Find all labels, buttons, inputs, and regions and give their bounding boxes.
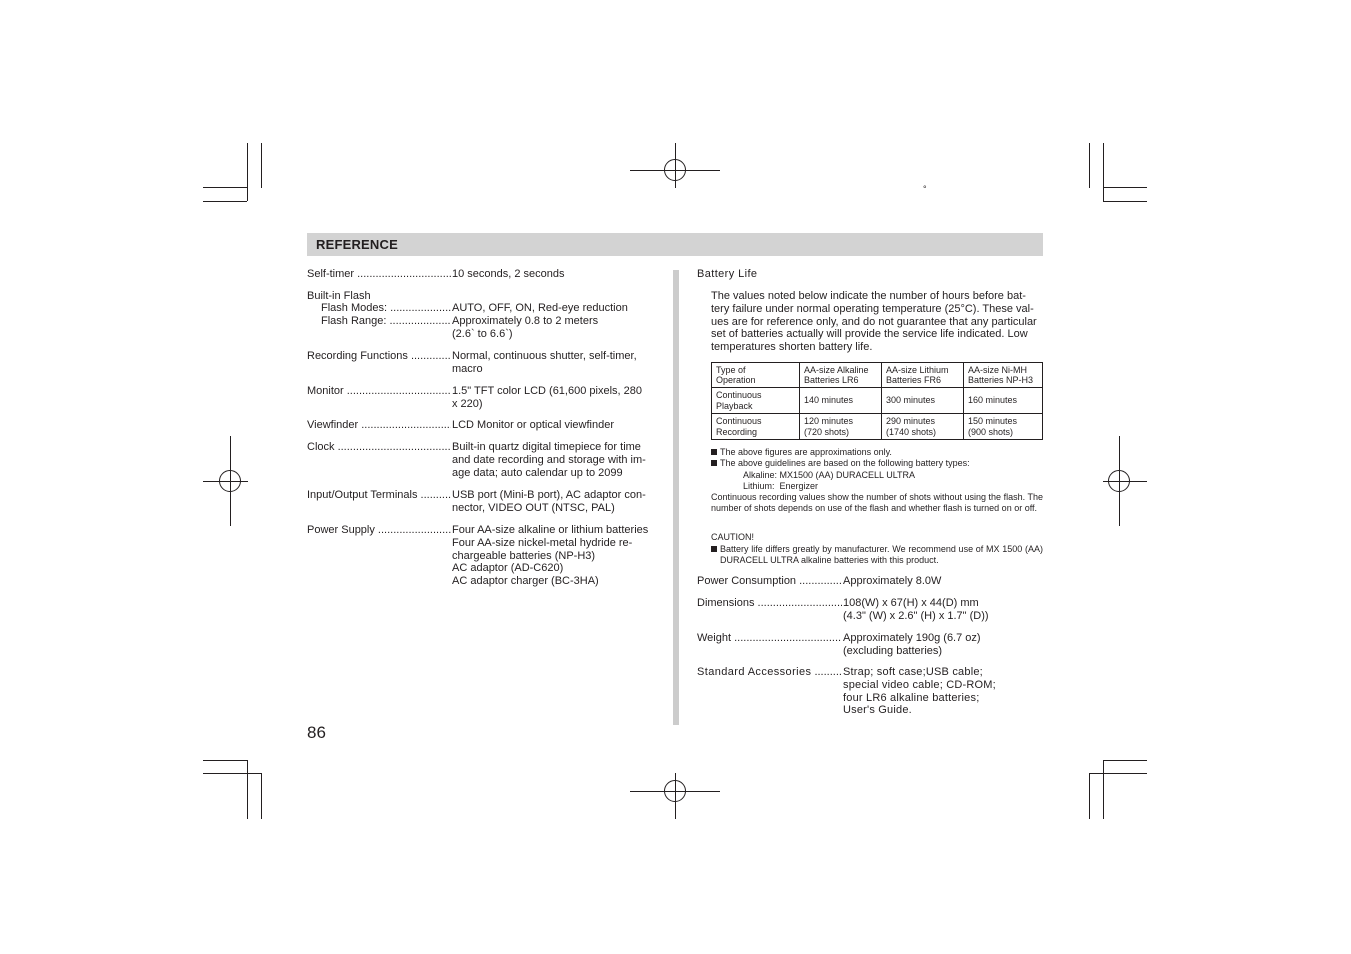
spec-label: Power Consumption bbox=[697, 575, 797, 587]
note-lithium: Lithium: Energizer bbox=[743, 481, 819, 491]
table-cell: Continuous Recording bbox=[712, 414, 800, 440]
battery-intro-text: The values noted below indicate the number of hours before bat- tery failure under normal operating temperature (25°C). These val- ues are for reference only, and do not guarantee that any particular set of batteries actually will provide the service life indicated. Low temperatures shorten battery life. bbox=[711, 290, 1037, 354]
table-cell: 290 minutes (1740 shots) bbox=[882, 414, 964, 440]
table-row bbox=[712, 388, 1043, 414]
note-battery-types: The above guidelines are based on the following battery types: bbox=[720, 458, 1043, 469]
spec-value: 10 seconds, 2 seconds bbox=[452, 268, 565, 280]
note-alkaline: Alkaline: MX1500 (AA) DURACELL ULTRA bbox=[743, 470, 916, 480]
table-header-row bbox=[712, 363, 1043, 388]
spec-value: Built-in quartz digital timepiece for time and date recording and storage with im- age data; auto calendar up to 2099 bbox=[452, 441, 646, 479]
spec-label: Viewfinder bbox=[307, 419, 359, 431]
spec-value: USB port (Mini-B port), AC adaptor con- nector, VIDEO OUT (NTSC, PAL) bbox=[452, 489, 646, 514]
table-header-cell: Type of Operation bbox=[712, 363, 800, 388]
table-header-cell: AA-size Lithium Batteries FR6 bbox=[882, 363, 964, 388]
spec-label: Built-in Flash bbox=[307, 290, 371, 302]
caution-heading: CAUTION! bbox=[711, 532, 755, 542]
spec-label: Flash Modes: bbox=[321, 302, 388, 314]
spec-value: Normal, continuous shutter, self-timer, macro bbox=[452, 350, 637, 375]
spec-value: Strap; soft case;USB cable; special video cable; CD-ROM; four LR6 alkaline batteries; User's Guide. bbox=[843, 666, 996, 717]
spec-label: Self-timer bbox=[307, 268, 355, 280]
spec-label: Flash Range: bbox=[321, 315, 387, 327]
table-cell: 140 minutes bbox=[800, 388, 882, 414]
spec-label: Clock bbox=[307, 441, 335, 453]
spec-label: Weight bbox=[697, 632, 732, 644]
note-caution: Battery life differs greatly by manufacturer. We recommend use of MX 1500 (AA) DURACELL ULTRA alkaline batteries with this product. bbox=[720, 544, 1043, 566]
note-approximations: The above figures are approximations only. bbox=[720, 447, 1043, 458]
spec-value: Four AA-size alkaline or lithium batteries Four AA-size nickel-metal hydride re- chargeable batteries (NP-H3) AC adaptor (AD-C620) AC adaptor charger (BC-3HA) bbox=[452, 524, 649, 588]
table-cell: 150 minutes (900 shots) bbox=[964, 414, 1043, 440]
battery-life-table bbox=[711, 362, 1043, 440]
section-title: REFERENCE bbox=[316, 237, 398, 252]
spec-value: Approximately 190g (6.7 oz) (excluding batteries) bbox=[843, 632, 981, 657]
table-cell: 160 minutes bbox=[964, 388, 1043, 414]
table-row bbox=[712, 414, 1043, 440]
spec-value: 1.5" TFT color LCD (61,600 pixels, 280 x 220) bbox=[452, 385, 642, 410]
spec-value: Approximately 0.8 to 2 meters (2.6` to 6.6`) bbox=[452, 315, 599, 340]
spec-label: Input/Output Terminals bbox=[307, 489, 418, 501]
spec-label: Monitor bbox=[307, 385, 344, 397]
spec-label: Standard Accessories bbox=[697, 666, 812, 678]
stray-degree-mark: ° bbox=[923, 184, 927, 194]
spec-value: LCD Monitor or optical viewfinder bbox=[452, 419, 615, 431]
note-continuous-recording: Continuous recording values show the number of shots without using the flash. The number of shots depends on use of the flash and whether flash is turned on or off. bbox=[711, 492, 1043, 514]
spec-label: Dimensions bbox=[697, 597, 755, 609]
spec-label: Recording Functions bbox=[307, 350, 408, 362]
table-header-cell: AA-size Alkaline Batteries LR6 bbox=[800, 363, 882, 388]
page-number: 86 bbox=[307, 723, 326, 742]
table-cell: Continuous Playback bbox=[712, 388, 800, 414]
section-header bbox=[307, 233, 1043, 256]
spec-value: 108(W) x 67(H) x 44(D) mm (4.3" (W) x 2.6" (H) x 1.7" (D)) bbox=[843, 597, 989, 622]
battery-life-intro bbox=[711, 290, 1043, 354]
table-cell: 300 minutes bbox=[882, 388, 964, 414]
spec-label: Power Supply bbox=[307, 524, 375, 536]
table-header-cell: AA-size Ni-MH Batteries NP-H3 bbox=[964, 363, 1043, 388]
column-divider bbox=[673, 270, 679, 725]
spec-value: AUTO, OFF, ON, Red-eye reduction bbox=[452, 302, 628, 314]
battery-life-title: Battery Life bbox=[697, 268, 758, 280]
table-cell: 120 minutes (720 shots) bbox=[800, 414, 882, 440]
spec-value: Approximately 8.0W bbox=[843, 575, 942, 587]
